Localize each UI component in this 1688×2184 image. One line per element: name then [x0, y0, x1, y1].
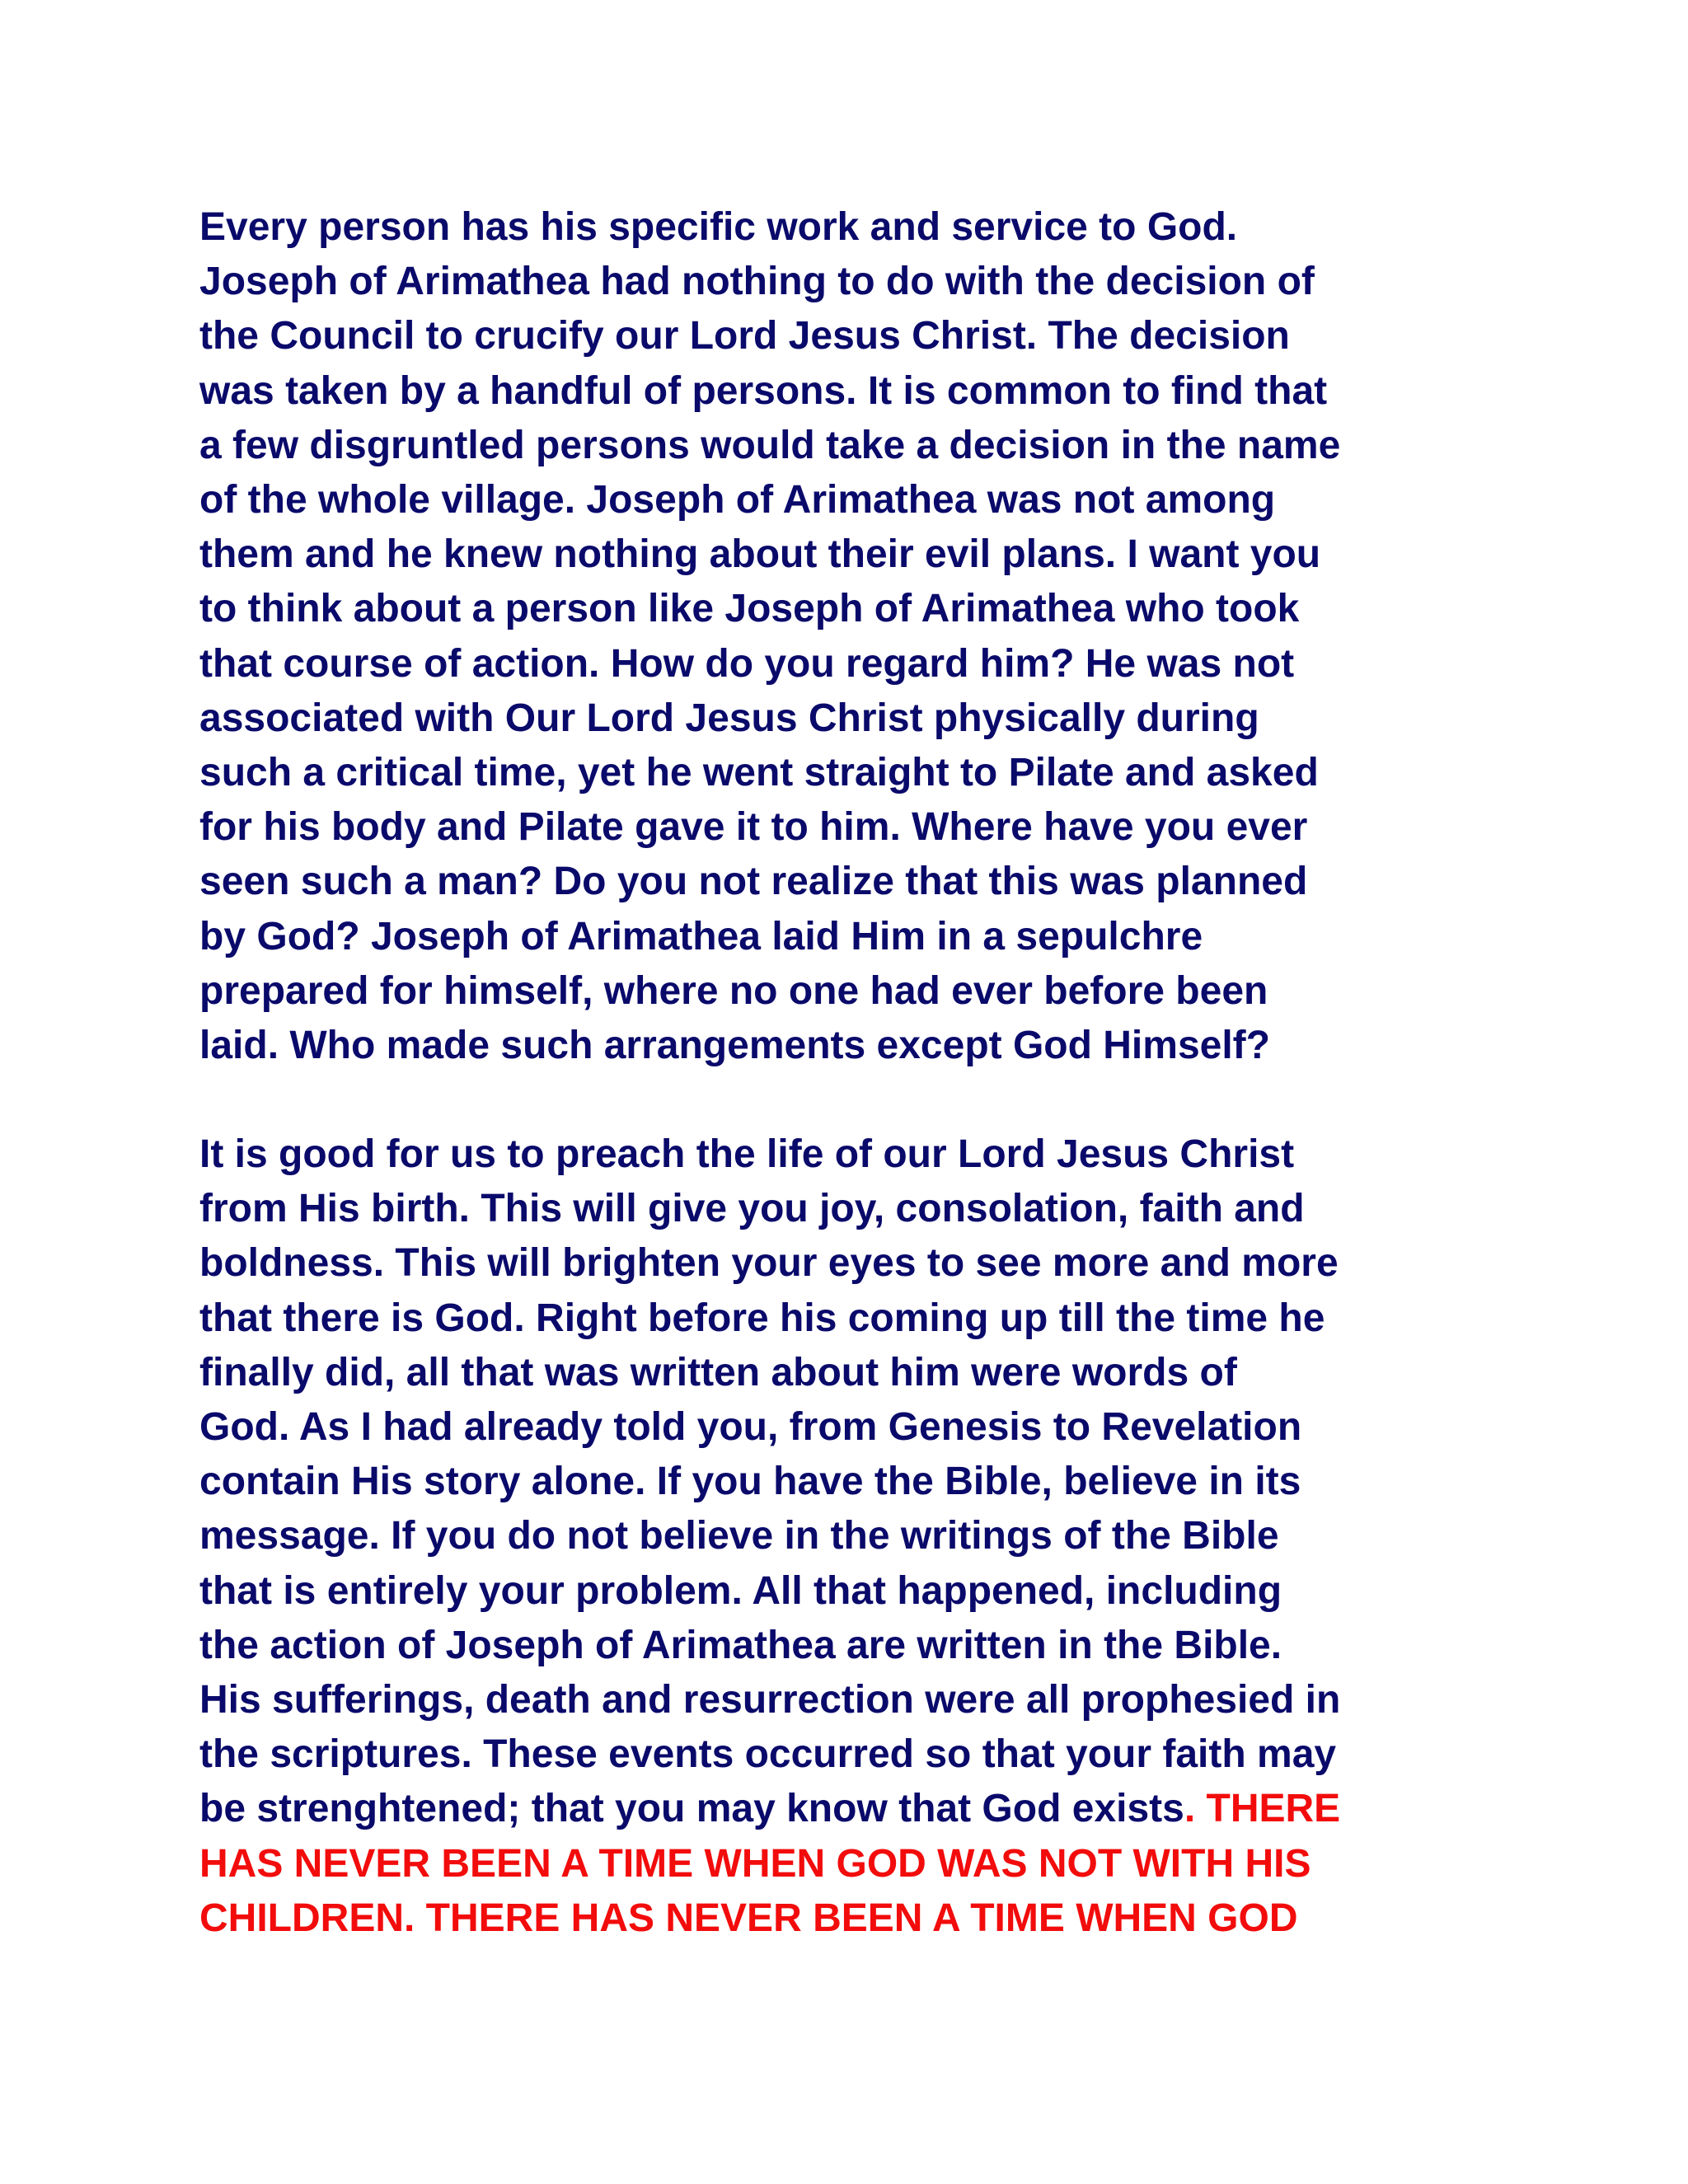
text-line: the action of Joseph of Arimathea are written in the Bible. — [199, 1623, 1282, 1667]
text-line: a few disgruntled persons would take a decision in the name — [199, 423, 1341, 467]
text-line: to think about a person like Joseph of Arimathea who took — [199, 587, 1300, 631]
text-line: from His birth. This will give you joy, consolation, faith and — [199, 1187, 1305, 1231]
emphasis-text-line: HAS NEVER BEEN A TIME WHEN GOD WAS NOT WITH HIS — [199, 1841, 1311, 1886]
text-line: such a critical time, yet he went straight to Pilate and asked — [199, 751, 1319, 795]
text-line: was taken by a handful of persons. It is common to find that — [199, 368, 1328, 413]
text-line: laid. Who made such arrangements except God Himself? — [199, 1024, 1270, 1068]
text-line: that is entirely your problem. All that happened, including — [199, 1568, 1282, 1613]
paragraph-1 — [199, 200, 1601, 1073]
text-line: by God? Joseph of Arimathea laid Him in a sepulchre — [199, 914, 1203, 958]
text-line: of the whole village. Joseph of Arimathea was not among — [199, 478, 1276, 523]
paragraph-2 — [199, 1127, 1601, 1946]
text-line: contain His story alone. If you have the Bible, believe in its — [199, 1460, 1301, 1504]
text-line: that there is God. Right before his coming up till the time he — [199, 1296, 1325, 1340]
text-line: message. If you do not believe in the writings of the Bible — [199, 1514, 1279, 1558]
text-line: them and he knew nothing about their evil plans. I want you — [199, 532, 1321, 577]
text-line: prepared for himself, where no one had ever before been — [199, 968, 1268, 1013]
mixed-text-line — [199, 1782, 1601, 1836]
text-line: boldness. This will brighten your eyes to see more and more — [199, 1241, 1339, 1286]
text-line: finally did, all that was written about him were words of — [199, 1350, 1237, 1394]
text-segment: be strenghtened; that you may know that God exists — [199, 1787, 1184, 1831]
text-line: Every person has his specific work and service to God. — [199, 205, 1238, 249]
emphasis-text-line: CHILDREN. THERE HAS NEVER BEEN A TIME WHEN GOD — [199, 1896, 1298, 1940]
emphasis-text: . THERE — [1184, 1787, 1341, 1831]
text-line: associated with Our Lord Jesus Christ physically during — [199, 696, 1259, 740]
text-line: His sufferings, death and resurrection were all prophesied in — [199, 1678, 1341, 1722]
text-line: the scriptures. These events occurred so that your faith may — [199, 1732, 1337, 1777]
text-line: Joseph of Arimathea had nothing to do with the decision of — [199, 260, 1315, 304]
text-line: It is good for us to preach the life of our Lord Jesus Christ — [199, 1132, 1295, 1176]
text-line: the Council to crucify our Lord Jesus Christ. The decision — [199, 314, 1290, 359]
text-line: seen such a man? Do you not realize that this was planned — [199, 860, 1308, 904]
text-line: for his body and Pilate gave it to him. Where have you ever — [199, 805, 1308, 850]
text-line: that course of action. How do you regard him? He was not — [199, 641, 1295, 686]
text-line: God. As I had already told you, from Genesis to Revelation — [199, 1405, 1302, 1450]
